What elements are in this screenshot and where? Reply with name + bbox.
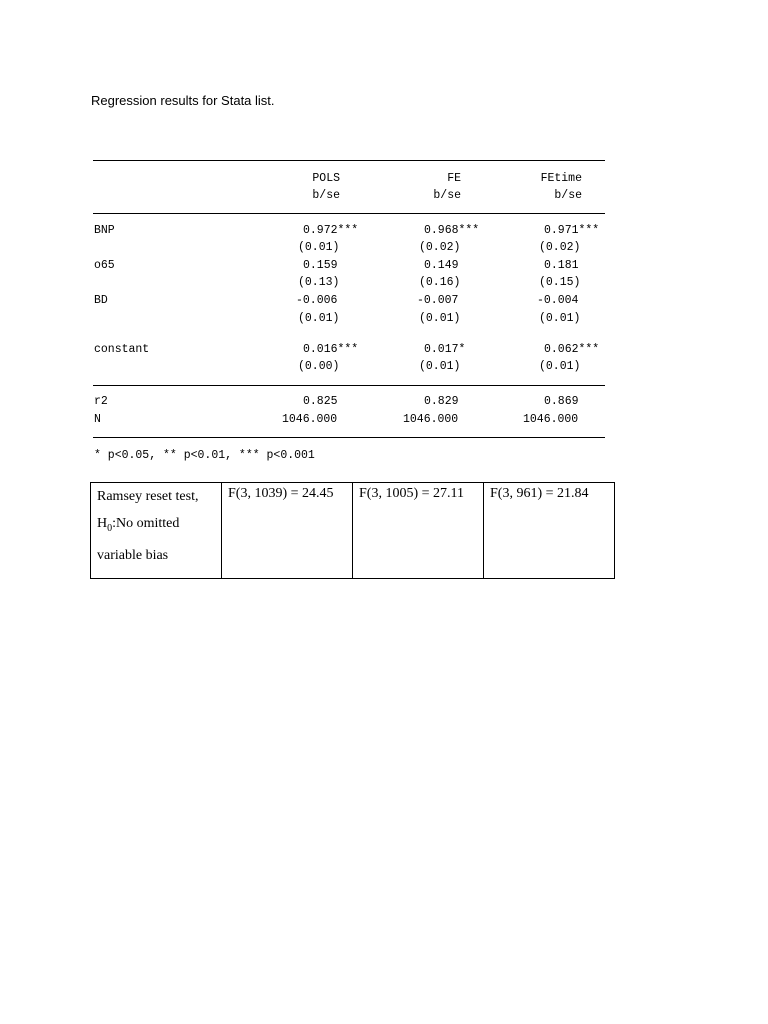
coef-bnp-pols: 0.972*** (303, 224, 359, 237)
ramsey-label-cell (91, 483, 222, 579)
ramsey-fetime-value: F(3, 961) = 21.84 (484, 483, 615, 579)
coef-bd-pols: -0.006 (296, 294, 338, 307)
row-label-o65: o65 (94, 259, 115, 272)
significance-note: * p<0.05, ** p<0.01, *** p<0.001 (94, 449, 315, 462)
ramsey-h-symbol: H (97, 516, 108, 531)
coef-o65-fe: 0.149 (424, 259, 459, 272)
stats-rule (93, 385, 605, 386)
row-label-bd: BD (94, 294, 108, 307)
table-bottom-rule (93, 437, 605, 438)
row-label-r2: r2 (94, 395, 108, 408)
se-constant-fe: (0.01) (419, 360, 461, 373)
se-bd-pols: (0.01) (298, 312, 340, 325)
column-subheader-fetime: b/se (554, 189, 582, 202)
se-bd-fe: (0.01) (419, 312, 461, 325)
se-bnp-fe: (0.02) (419, 241, 461, 254)
stat-r2-fe: 0.829 (424, 395, 459, 408)
column-header-pols: POLS (312, 172, 340, 185)
stat-r2-fetime: 0.869 (544, 395, 579, 408)
stat-r2-pols: 0.825 (303, 395, 338, 408)
coef-o65-pols: 0.159 (303, 259, 338, 272)
coef-bnp-fetime: 0.971*** (544, 224, 600, 237)
se-o65-fe: (0.16) (419, 276, 461, 289)
column-subheader-pols: b/se (312, 189, 340, 202)
coef-o65-fetime: 0.181 (544, 259, 579, 272)
table-row (91, 483, 615, 579)
coef-bd-fetime: -0.004 (537, 294, 579, 307)
stat-n-fetime: 1046.000 (523, 413, 579, 426)
stat-n-pols: 1046.000 (282, 413, 338, 426)
stat-n-fe: 1046.000 (403, 413, 459, 426)
row-label-constant: constant (94, 343, 150, 356)
se-o65-pols: (0.13) (298, 276, 340, 289)
coef-bd-fe: -0.007 (417, 294, 459, 307)
se-bnp-fetime: (0.02) (539, 241, 581, 254)
ramsey-test-table (90, 482, 615, 579)
coef-constant-fe: 0.017* (424, 343, 466, 356)
document-title: Regression results for Stata list. (91, 93, 275, 108)
regression-table (0, 0, 768, 470)
column-header-fe: FE (447, 172, 461, 185)
se-bnp-pols: (0.01) (298, 241, 340, 254)
row-label-n: N (94, 413, 101, 426)
column-subheader-fe: b/se (433, 189, 461, 202)
coef-constant-pols: 0.016*** (303, 343, 359, 356)
ramsey-label-line2-text: :No omitted (112, 516, 180, 531)
ramsey-fe-value: F(3, 1005) = 27.11 (353, 483, 484, 579)
se-constant-fetime: (0.01) (539, 360, 581, 373)
row-label-bnp: BNP (94, 224, 115, 237)
coef-bnp-fe: 0.968*** (424, 224, 480, 237)
header-rule (93, 213, 605, 214)
ramsey-label-line2 (97, 510, 215, 542)
se-constant-pols: (0.00) (298, 360, 340, 373)
ramsey-h-subscript: 0 (107, 522, 113, 534)
ramsey-label-line1: Ramsey reset test, (97, 489, 199, 504)
coef-constant-fetime: 0.062*** (544, 343, 600, 356)
ramsey-pols-value: F(3, 1039) = 24.45 (222, 483, 353, 579)
ramsey-label-line3: variable bias (97, 547, 169, 563)
se-bd-fetime: (0.01) (539, 312, 581, 325)
se-o65-fetime: (0.15) (539, 276, 581, 289)
table-top-rule (93, 160, 605, 161)
column-header-fetime: FEtime (540, 172, 582, 185)
